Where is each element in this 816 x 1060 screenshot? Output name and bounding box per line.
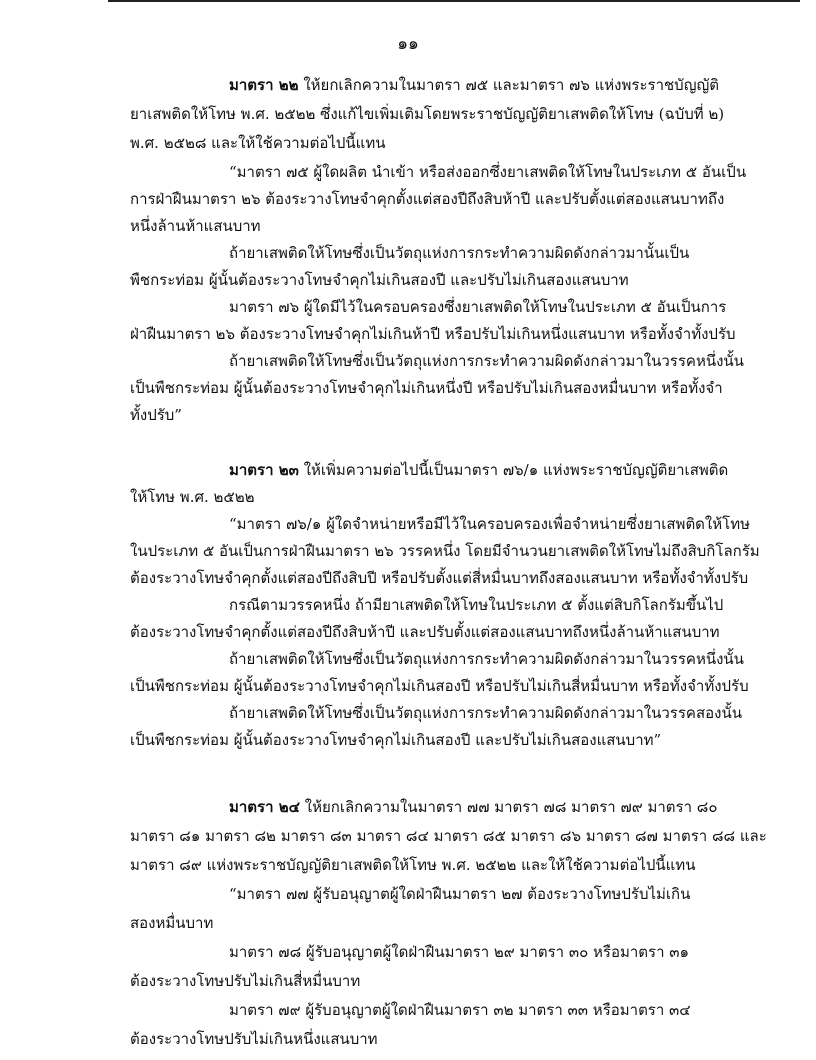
text-line: ต้องระวางโทษจำคุกตั้งแต่สองปีถึงสิบห้าปี และปรับตั้งแต่สองแสนบาทถึงหนึ่งล้านห้าแสนบาท: [130, 623, 720, 641]
text-line: ต้องระวางโทษปรับไม่เกินสี่หมื่นบาท: [130, 972, 361, 990]
text-line: พ.ศ. ๒๕๒๘ และให้ใช้ความต่อไปนี้แทน: [130, 134, 386, 152]
text-line: เป็นพืชกระท่อม ผู้นั้นต้องระวางโทษจำคุกไม่เกินหนึ่งปี หรือปรับไม่เกินสองหมื่นบาท หรือทั้งจำ: [130, 379, 723, 397]
text-line: พืชกระท่อม ผู้นั้นต้องระวางโทษจำคุกไม่เกินสองปี และปรับไม่เกินสองแสนบาท: [130, 271, 629, 289]
text-line: “มาตรา ๗๗ ผู้รับอนุญาตผู้ใดฝ่าฝืนมาตรา ๒๗ ต้องระวางโทษปรับไม่เกิน: [229, 885, 691, 903]
text-line: มาตรา ๗๖ ผู้ใดมีไว้ในครอบครองซึ่งยาเสพติดให้โทษในประเภท ๕ อันเป็นการ: [229, 298, 727, 316]
section-heading: มาตรา ๒๓: [229, 461, 299, 479]
text-line: “มาตรา ๗๕ ผู้ใดผลิต นำเข้า หรือส่งออกซึ่งยาเสพติดให้โทษในประเภท ๕ อันเป็น: [229, 163, 747, 181]
text-line: การฝ่าฝืนมาตรา ๒๖ ต้องระวางโทษจำคุกตั้งแต่สองปีถึงสิบห้าปี และปรับตั้งแต่สองแสนบาทถึง: [130, 190, 725, 208]
text-line: มาตรา ๘๑ มาตรา ๘๒ มาตรา ๘๓ มาตรา ๘๔ มาตรา ๘๕ มาตรา ๘๖ มาตรา ๘๗ มาตรา ๘๘ และ: [130, 827, 767, 845]
section-22-first-line: [229, 75, 719, 95]
top-border-line: [108, 0, 800, 2]
text-line: ให้เพิ่มความต่อไปนี้เป็นมาตรา ๗๖/๑ แห่งพระราชบัญญัติยาเสพติด: [303, 461, 729, 479]
text-line: “มาตรา ๗๖/๑ ผู้ใดจำหน่ายหรือมีไว้ในครอบครองเพื่อจำหน่ายซึ่งยาเสพติดให้โทษ: [229, 515, 750, 533]
text-line: ต้องระวางโทษปรับไม่เกินหนึ่งแสนบาท: [130, 1030, 378, 1048]
text-line: ในประเภท ๕ อันเป็นการฝ่าฝืนมาตรา ๒๖ วรรคหนึ่ง โดยมีจำนวนยาเสพติดให้โทษไม่ถึงสิบกิโลกรัม: [130, 542, 760, 560]
text-line: สองหมื่นบาท: [130, 914, 214, 932]
text-line: เป็นพืชกระท่อม ผู้นั้นต้องระวางโทษจำคุกไม่เกินสองปี และปรับไม่เกินสองแสนบาท”: [130, 731, 662, 749]
text-line: กรณีตามวรรคหนึ่ง ถ้ามียาเสพติดให้โทษในประเภท ๕ ตั้งแต่สิบกิโลกรัมขึ้นไป: [229, 596, 724, 614]
text-line: ถ้ายาเสพติดให้โทษซึ่งเป็นวัตถุแห่งการกระทำความผิดดังกล่าวมาในวรรคสองนั้น: [229, 704, 742, 722]
text-line: มาตรา ๘๙ แห่งพระราชบัญญัติยาเสพติดให้โทษ พ.ศ. ๒๕๒๒ และให้ใช้ความต่อไปนี้แทน: [130, 856, 696, 874]
text-line: มาตรา ๗๙ ผู้รับอนุญาตผู้ใดฝ่าฝืนมาตรา ๓๒ มาตรา ๓๓ หรือมาตรา ๓๔: [229, 1001, 691, 1019]
text-line: ถ้ายาเสพติดให้โทษซึ่งเป็นวัตถุแห่งการกระทำความผิดดังกล่าวมาในวรรคหนึ่งนั้น: [229, 650, 744, 668]
text-line: หนึ่งล้านห้าแสนบาท: [130, 217, 261, 235]
text-line: ให้โทษ พ.ศ. ๒๕๒๒: [130, 488, 255, 506]
section-heading: มาตรา ๒๔: [229, 798, 300, 816]
text-line: ให้ยกเลิกความในมาตรา ๗๕ และมาตรา ๗๖ แห่งพระราชบัญญัติ: [303, 76, 719, 94]
page-number: ๑๑: [397, 34, 419, 54]
text-line: ยาเสพติดให้โทษ พ.ศ. ๒๕๒๒ ซึ่งแก้ไขเพิ่มเติมโดยพระราชบัญญัติยาเสพติดให้โทษ (ฉบับที่ ๒): [130, 105, 725, 123]
text-line: ถ้ายาเสพติดให้โทษซึ่งเป็นวัตถุแห่งการกระทำความผิดดังกล่าวมานั้นเป็น: [229, 244, 690, 262]
section-24-first-line: [229, 797, 718, 817]
text-line: ทั้งปรับ”: [130, 406, 182, 424]
text-line: มาตรา ๗๘ ผู้รับอนุญาตผู้ใดฝ่าฝืนมาตรา ๒๙ มาตรา ๓๐ หรือมาตรา ๓๑: [229, 943, 690, 961]
section-23-first-line: [229, 460, 728, 480]
text-line: ให้ยกเลิกความในมาตรา ๗๗ มาตรา ๗๘ มาตรา ๗๙ มาตรา ๘๐: [304, 798, 718, 816]
text-line: ถ้ายาเสพติดให้โทษซึ่งเป็นวัตถุแห่งการกระทำความผิดดังกล่าวมาในวรรคหนึ่งนั้น: [229, 352, 744, 370]
text-line: ต้องระวางโทษจำคุกตั้งแต่สองปีถึงสิบปี หรือปรับตั้งแต่สี่หมื่นบาทถึงสองแสนบาท หรือทั้งจำทั้งปรับ: [130, 569, 749, 587]
text-line: เป็นพืชกระท่อม ผู้นั้นต้องระวางโทษจำคุกไม่เกินสองปี หรือปรับไม่เกินสี่หมื่นบาท หรือทั้งจำทั้งปรับ: [130, 677, 749, 695]
section-heading: มาตรา ๒๒: [229, 76, 299, 94]
text-line: ฝ่าฝืนมาตรา ๒๖ ต้องระวางโทษจำคุกไม่เกินห้าปี หรือปรับไม่เกินหนึ่งแสนบาท หรือทั้งจำทั้งปรับ: [130, 325, 736, 343]
